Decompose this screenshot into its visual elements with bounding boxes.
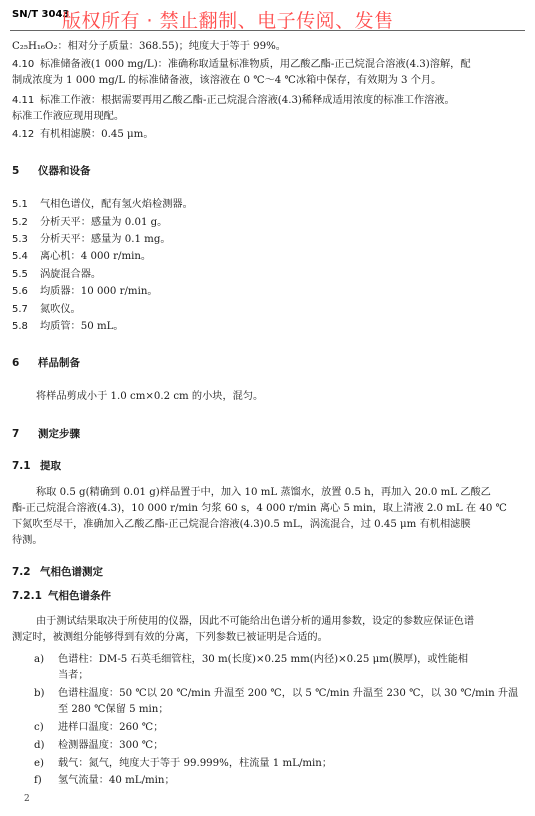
clause-4-11-cont: 标准工作液应现用现配。 [12,111,125,122]
standard-code: SN/T 3043 [12,9,70,20]
gc-item-e: e) 载气：氮气，纯度大于等于 99.999%，柱流量 1 mL/min； [34,758,333,769]
extraction-line-1: 称取 0.5 g(精确到 0.01 g)样品置于中，加入 10 mL 蒸馏水，放置 0.5 h，再加入 20.0 mL 乙酸乙 [36,487,491,498]
gc-item-d: d) 检测器温度：300 ℃； [34,740,164,751]
gc-item-b: b) 色谱柱温度：50 ℃以 20 ℃/min 升温至 200 ℃，以 5 ℃/min 升温至 230 ℃，以 30 ℃/min 升温 [34,688,519,699]
clause-5-5: 5.5 涡旋混合器。 [12,269,102,280]
section-5-heading: 5 仪器和设备 [12,165,91,177]
section-6-heading: 6 样品制备 [12,357,80,369]
page-number: 2 [24,794,30,804]
clause-4-10-cont: 制成浓度为 1 000 mg/L 的标准储备液，该溶液在 0 ℃～4 ℃冰箱中保存，有效期为 3 个月。 [12,75,442,86]
extraction-line-2: 酯-正己烷混合溶液(4.3)，10 000 r/min 匀浆 60 s，4 000 r/min 离心 5 min，取上清液 2.0 mL 在 40 ℃ [12,503,507,514]
clause-5-2: 5.2 分析天平：感量为 0.01 g。 [12,217,168,228]
clause-5-6: 5.6 均质器：10 000 r/min。 [12,286,158,297]
section-7-2-1-heading: 7.2.1 气相色谱条件 [12,590,111,602]
sample-prep-text: 将样品剪成小于 1.0 cm×0.2 cm 的小块，混匀。 [36,391,264,402]
gc-item-b-cont: 至 280 ℃保留 5 min； [58,704,169,715]
clause-4-10: 4.10 标准储备液(1 000 mg/L)：准确称取适量标准物质，用乙酸乙酯-正己烷混合溶液(4.3)溶解，配 [12,59,471,70]
section-7-1-heading: 7.1 提取 [12,460,61,472]
gc-item-a: a) 色谱柱：DM-5 石英毛细管柱，30 m(长度)×0.25 mm(内径)×0.25 μm(膜厚)，或性能相 [34,654,469,665]
header-rule [10,30,525,31]
extraction-line-3: 下氮吹至尽干，准确加入乙酸乙酯-正己烷混合溶液(4.3)0.5 mL，涡流混合，过 0.45 μm 有机相滤膜 [12,519,471,530]
gc-intro-line-2: 测定时，被测组分能够得到有效的分离，下列参数已被证明是合适的。 [12,632,328,643]
clause-4-12: 4.12 有机相滤膜：0.45 μm。 [12,129,154,140]
gc-item-f: f) 氢气流量：40 mL/min； [34,775,175,786]
clause-4-11: 4.11 标准工作液：根据需要再用乙酸乙酯-正己烷混合溶液(4.3)稀释成适用浓度的标准工作溶液。 [12,95,455,106]
copyright-watermark: 版权所有 · 禁止翻制、电子传阅、发售 [62,10,394,32]
clause-5-3: 5.3 分析天平：感量为 0.1 mg。 [12,234,171,245]
section-7-heading: 7 测定步骤 [12,428,80,440]
gc-item-a-cont: 当者； [58,670,89,681]
section-7-2-heading: 7.2 气相色谱测定 [12,566,103,578]
clause-5-4: 5.4 离心机：4 000 r/min。 [12,251,152,262]
formula-line: C₂₅H₁₆O₂：相对分子质量：368.55)；纯度大于等于 99%。 [12,41,286,52]
clause-5-7: 5.7 氮吹仪。 [12,304,81,315]
gc-item-c: c) 进样口温度：260 ℃； [34,722,164,733]
gc-intro-line-1: 由于测试结果取决于所使用的仪器，因此不可能给出色谱分析的通用参数，设定的参数应保证色谱 [36,616,475,627]
clause-5-8: 5.8 均质管：50 mL。 [12,321,124,332]
extraction-line-4: 待测。 [12,535,43,546]
clause-5-1: 5.1 气相色谱仪，配有氢火焰检测器。 [12,199,193,210]
